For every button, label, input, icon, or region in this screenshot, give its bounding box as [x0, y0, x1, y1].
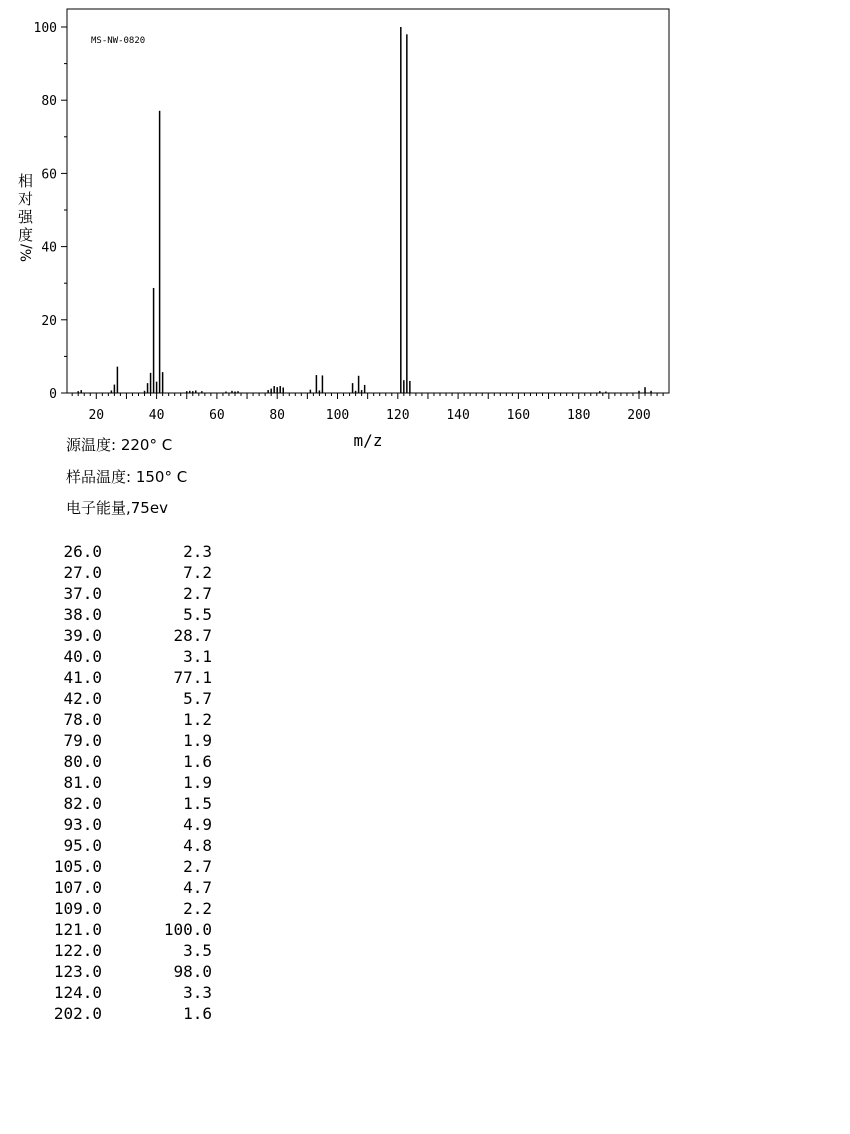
x-tick-label: 100: [325, 408, 350, 423]
abundance-value: 1.6: [183, 752, 212, 771]
abundance-value: 3.1: [183, 647, 212, 666]
y-tick-label: 40: [41, 240, 57, 256]
mz-value: 81.0: [63, 773, 102, 792]
chart-annotation: MS-NW-0820: [91, 36, 146, 46]
peak-bar: [282, 388, 284, 393]
table-row: [0, 919, 230, 940]
table-row: [0, 940, 230, 961]
abundance-value: 1.6: [183, 1004, 212, 1023]
y-label-char: 度: [18, 226, 34, 244]
peak-bar: [147, 383, 149, 393]
abundance-value: 98.0: [173, 962, 212, 981]
peak-bar: [162, 372, 164, 393]
table-row: [0, 793, 230, 814]
minor-peak-bar: [201, 391, 203, 393]
mz-value: 39.0: [63, 626, 102, 645]
minor-peak-bar: [237, 391, 239, 393]
abundance-value: 2.7: [183, 857, 212, 876]
mz-value: 79.0: [63, 731, 102, 750]
table-row: [0, 541, 230, 562]
mz-value: 107.0: [53, 878, 102, 897]
table-row: [0, 646, 230, 667]
abundance-value: 5.7: [183, 689, 212, 708]
peak-bar: [358, 376, 360, 393]
minor-peak-bar: [189, 391, 191, 393]
minor-peak-bar: [77, 391, 79, 393]
table-row: [0, 751, 230, 772]
minor-peak-bar: [234, 392, 236, 393]
table-row: [0, 625, 230, 646]
table-row: [0, 856, 230, 877]
minor-peak-bar: [195, 390, 197, 393]
mz-value: 123.0: [53, 962, 102, 981]
peak-bar: [403, 380, 405, 393]
x-tick-label: 80: [269, 408, 286, 423]
peak-bar: [156, 382, 158, 393]
peak-table: [0, 541, 230, 1024]
x-axis-label: m/z: [353, 431, 383, 450]
mz-value: 27.0: [63, 563, 102, 582]
minor-peak-bar: [80, 390, 82, 393]
abundance-value: 2.7: [183, 584, 212, 603]
table-row: [0, 961, 230, 982]
sample-temperature: 样品温度: 150° C: [66, 468, 188, 486]
mz-value: 78.0: [63, 710, 102, 729]
table-row: [0, 982, 230, 1003]
mz-value: 38.0: [63, 605, 102, 624]
minor-peak-bar: [192, 391, 194, 393]
mz-value: 105.0: [53, 857, 102, 876]
electron-energy: 电子能量,75ev: [66, 499, 168, 517]
x-tick-label: 200: [627, 408, 651, 423]
abundance-value: 77.1: [173, 668, 212, 687]
mz-value: 80.0: [63, 752, 102, 771]
minor-peak-bar: [225, 392, 227, 393]
mz-value: 122.0: [53, 941, 102, 960]
peak-bar: [153, 288, 155, 393]
minor-peak-bar: [319, 390, 321, 393]
y-tick-label: 80: [41, 94, 57, 110]
abundance-value: 3.5: [183, 941, 212, 960]
abundance-value: 2.3: [183, 542, 212, 561]
plot-frame: [67, 9, 669, 393]
mz-value: 40.0: [63, 647, 102, 666]
peak-bar: [352, 383, 354, 393]
peak-bar: [159, 111, 161, 393]
table-row: [0, 562, 230, 583]
x-axis: [72, 393, 663, 423]
minor-peak-bar: [605, 392, 607, 393]
peak-bars: [77, 27, 651, 393]
minor-peak-bar: [144, 391, 146, 393]
peak-bar: [364, 385, 366, 393]
abundance-value: 4.7: [183, 878, 212, 897]
mz-value: 82.0: [63, 794, 102, 813]
mz-value: 26.0: [63, 542, 102, 561]
abundance-value: 4.9: [183, 815, 212, 834]
x-tick-label: 20: [88, 408, 105, 423]
mz-value: 41.0: [63, 668, 102, 687]
y-axis-label: [18, 172, 38, 244]
abundance-value: 28.7: [173, 626, 212, 645]
minor-peak-bar: [310, 390, 312, 393]
table-row: [0, 730, 230, 751]
peak-bar: [316, 375, 318, 393]
mz-value: 93.0: [63, 815, 102, 834]
peak-bar: [276, 387, 278, 393]
peak-bar: [409, 381, 411, 393]
minor-peak-bar: [650, 391, 652, 393]
table-row: [0, 814, 230, 835]
peak-bar: [400, 27, 402, 393]
minor-peak-bar: [361, 390, 363, 393]
source-temperature: 源温度: 220° C: [66, 436, 173, 454]
y-axis: [34, 21, 67, 402]
abundance-value: 4.8: [183, 836, 212, 855]
peak-bar: [273, 386, 275, 393]
mz-value: 121.0: [53, 920, 102, 939]
abundance-value: 2.2: [183, 899, 212, 918]
mz-value: 37.0: [63, 584, 102, 603]
minor-peak-bar: [355, 391, 357, 393]
peak-bar: [644, 387, 646, 393]
x-tick-label: 140: [446, 408, 470, 423]
minor-peak-bar: [599, 391, 601, 393]
mz-value: 42.0: [63, 689, 102, 708]
mass-spectrum-chart: [0, 0, 850, 460]
table-row: [0, 1003, 230, 1024]
mz-value: 202.0: [53, 1004, 102, 1023]
minor-peak-bar: [231, 391, 233, 393]
mz-value: 95.0: [63, 836, 102, 855]
peak-bar: [322, 375, 324, 393]
abundance-value: 1.9: [183, 731, 212, 750]
abundance-value: 5.5: [183, 605, 212, 624]
y-axis-unit: %/: [19, 243, 35, 262]
mz-value: 124.0: [53, 983, 102, 1002]
x-tick-label: 60: [209, 408, 225, 423]
mz-value: 109.0: [53, 899, 102, 918]
y-label-char: 相: [18, 172, 34, 190]
table-row: [0, 688, 230, 709]
y-label-char: 强: [18, 208, 34, 226]
minor-peak-bar: [267, 390, 269, 393]
abundance-value: 3.3: [183, 983, 212, 1002]
abundance-value: 1.2: [183, 710, 212, 729]
abundance-value: 1.5: [183, 794, 212, 813]
y-tick-label: 20: [41, 313, 57, 329]
x-tick-label: 180: [566, 408, 591, 423]
table-row: [0, 667, 230, 688]
table-row: [0, 709, 230, 730]
minor-peak-bar: [111, 390, 113, 393]
x-tick-label: 120: [386, 408, 410, 423]
y-tick-label: 60: [41, 167, 57, 183]
peak-bar: [150, 373, 152, 393]
peak-bar: [279, 386, 281, 393]
minor-peak-bar: [186, 391, 188, 393]
x-tick-label: 160: [506, 408, 531, 423]
abundance-value: 100.0: [163, 920, 212, 939]
y-label-char: 对: [18, 190, 34, 208]
y-tick-label: 100: [33, 21, 57, 36]
table-row: [0, 604, 230, 625]
abundance-value: 1.9: [183, 773, 212, 792]
table-row: [0, 772, 230, 793]
peak-bar: [117, 367, 119, 393]
table-row: [0, 583, 230, 604]
table-row: [0, 835, 230, 856]
x-tick-label: 40: [148, 408, 165, 423]
peak-bar: [114, 385, 116, 393]
peak-bar: [406, 34, 408, 393]
peak-bar: [270, 389, 272, 393]
abundance-value: 7.2: [183, 563, 212, 582]
table-row: [0, 898, 230, 919]
minor-peak-bar: [638, 391, 640, 393]
y-tick-label: 0: [49, 387, 57, 402]
table-row: [0, 877, 230, 898]
